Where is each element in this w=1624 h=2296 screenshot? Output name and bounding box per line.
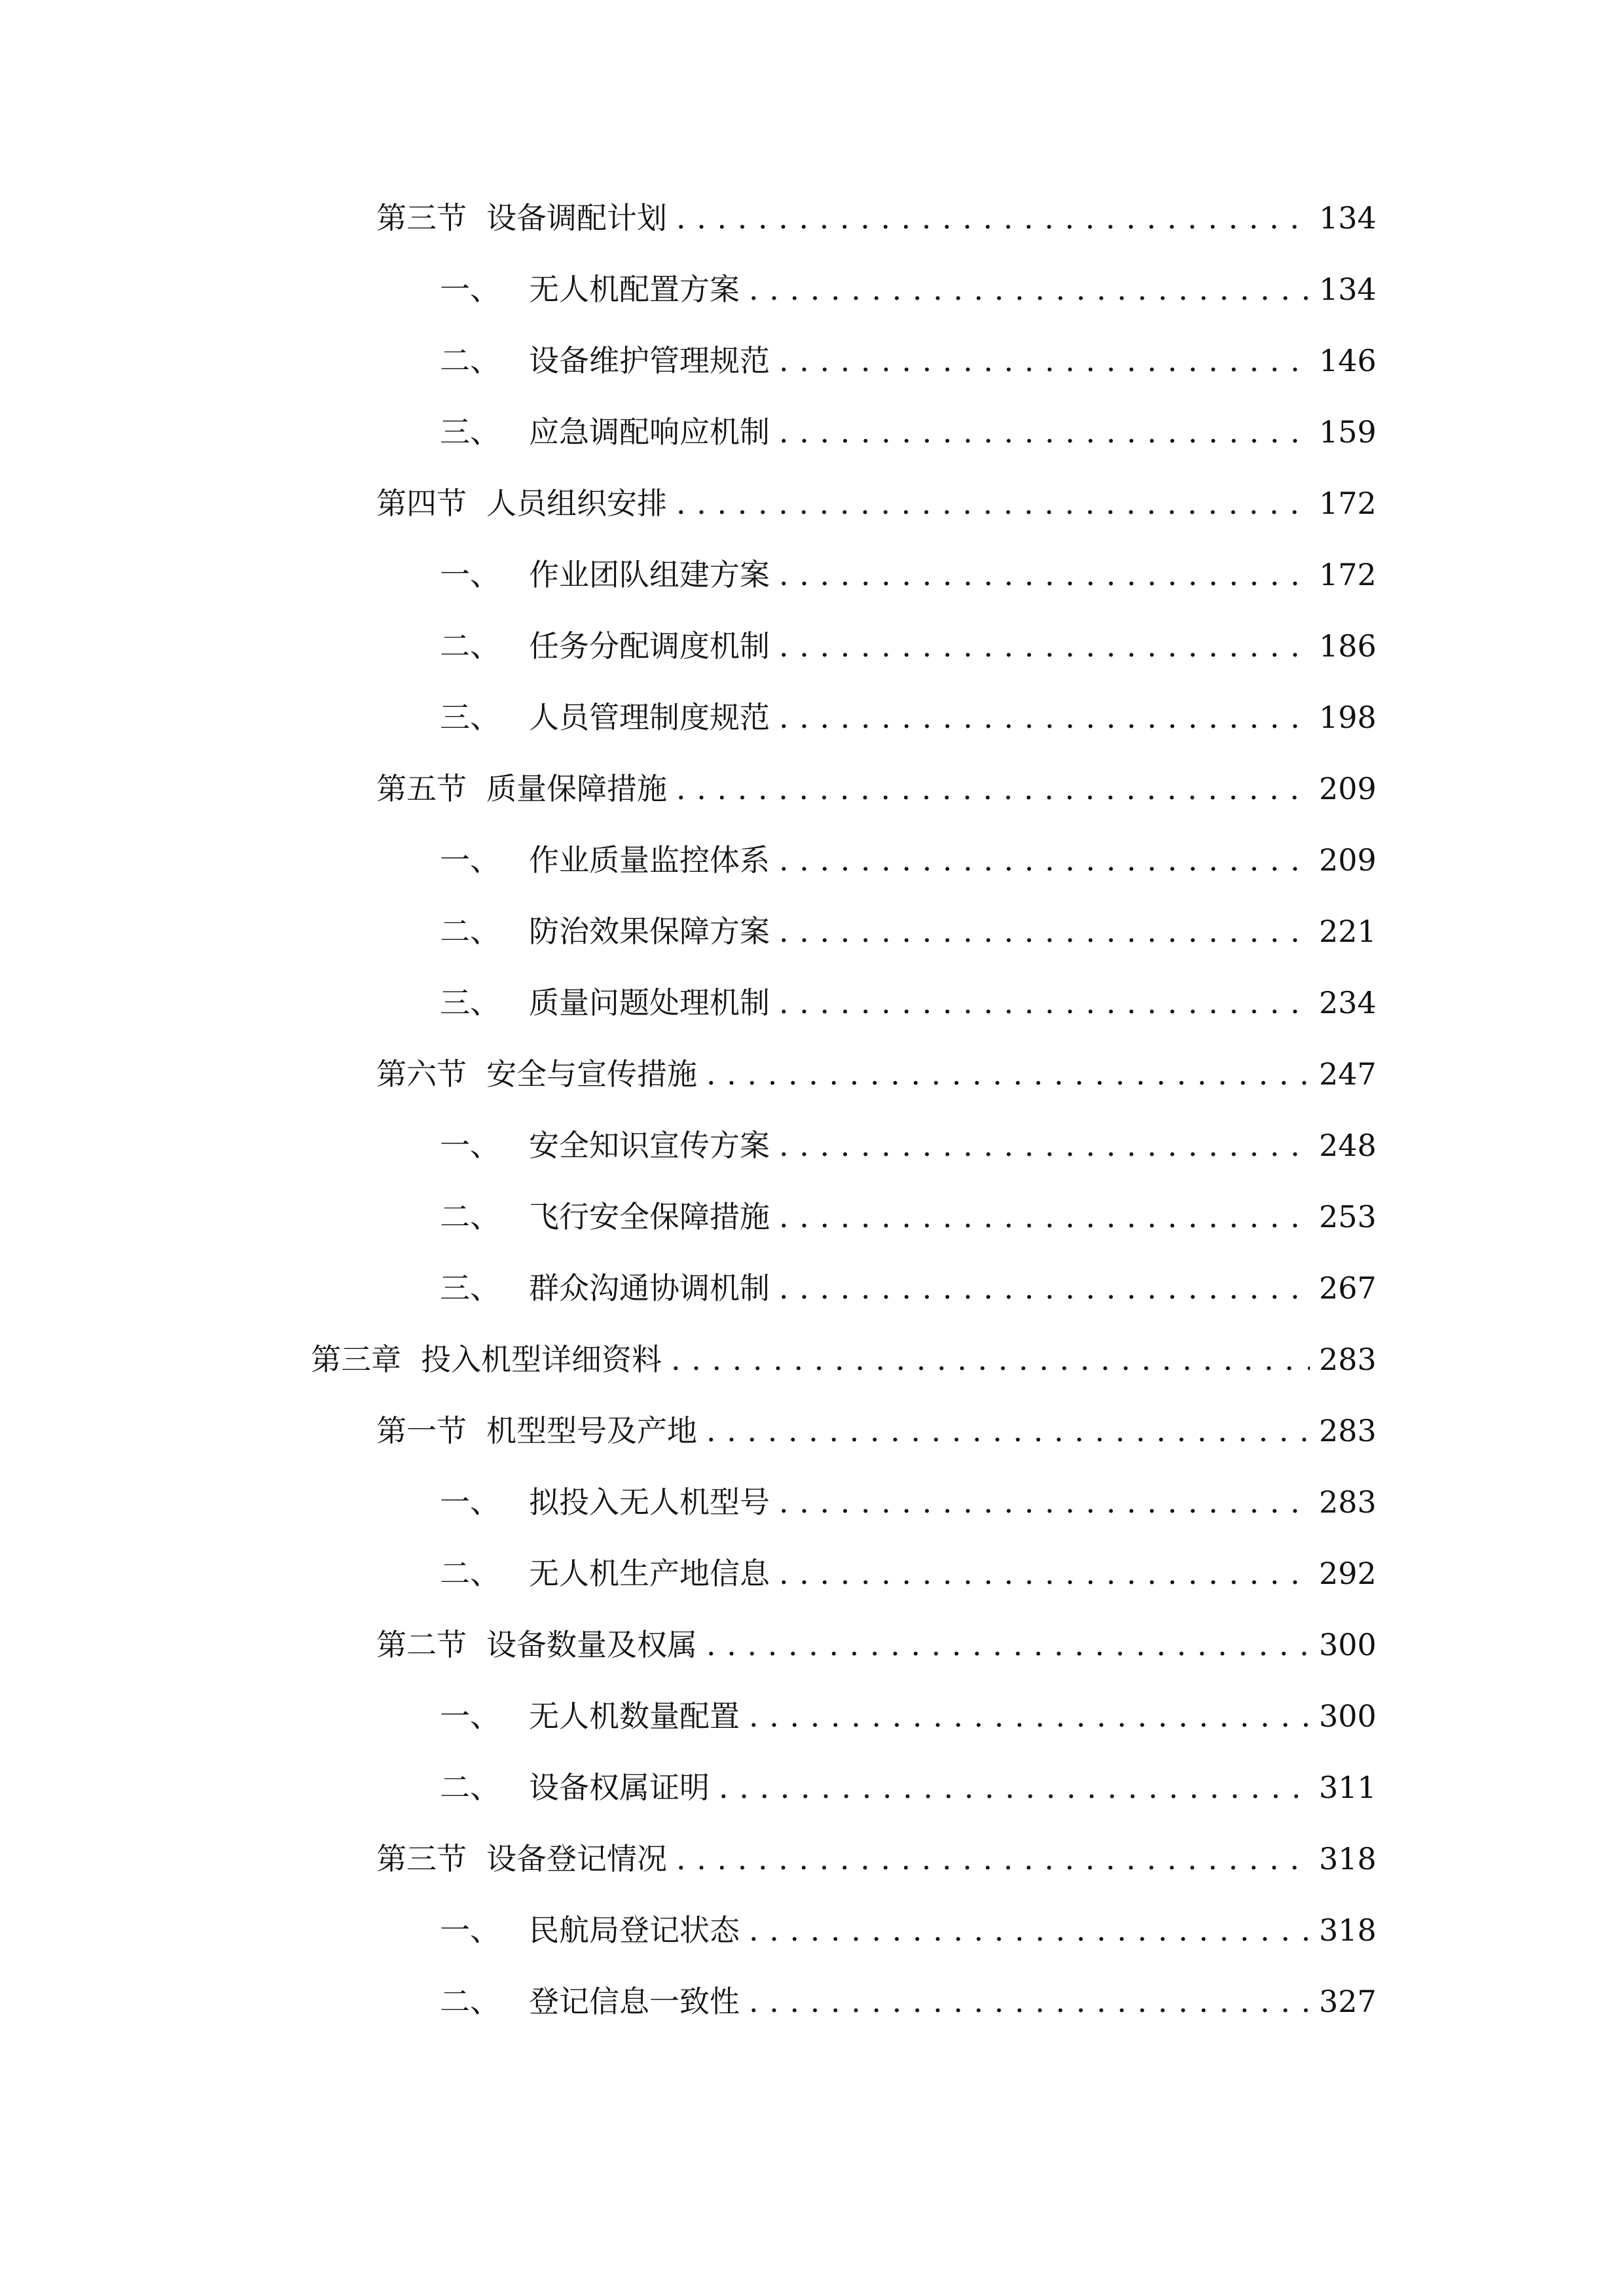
toc-entry-page: 253 — [1319, 1199, 1377, 1234]
toc-dot-leader — [719, 1761, 1310, 1814]
toc-entry[interactable] — [440, 691, 1377, 744]
toc-dot-leader — [676, 477, 1310, 529]
toc-entry-page: 247 — [1319, 1056, 1377, 1092]
toc-entry-page: 318 — [1319, 1841, 1377, 1876]
toc-entry-page: 300 — [1319, 1627, 1377, 1662]
toc-entry[interactable] — [440, 620, 1377, 672]
toc-entry-number: 二、 — [440, 343, 500, 378]
toc-dot-leader — [779, 691, 1310, 744]
toc-entry[interactable] — [376, 762, 1377, 815]
toc-entry-title: 无人机生产地信息 — [529, 1556, 770, 1591]
toc-entry-number: 二、 — [440, 914, 500, 949]
toc-dot-leader — [779, 905, 1310, 958]
toc-entry-number: 三、 — [440, 985, 500, 1020]
toc-entry[interactable] — [440, 263, 1377, 315]
toc-entry-title: 防治效果保障方案 — [529, 914, 770, 949]
toc-entry-number: 第一节 — [376, 1413, 467, 1448]
toc-entry[interactable] — [440, 1761, 1377, 1814]
toc-entry-title: 任务分配调度机制 — [529, 628, 770, 664]
toc-entry-title: 安全知识宣传方案 — [529, 1128, 770, 1163]
toc-entry[interactable] — [376, 1405, 1377, 1457]
toc-entry[interactable] — [440, 1975, 1377, 2028]
toc-dot-leader — [779, 834, 1310, 886]
toc-entry[interactable] — [440, 1262, 1377, 1314]
toc-entry[interactable] — [440, 1547, 1377, 1600]
toc-entry-title: 无人机数量配置 — [529, 1698, 740, 1734]
toc-entry-number: 一、 — [440, 557, 500, 592]
toc-entry-number: 一、 — [440, 1698, 500, 1734]
toc-dot-leader — [779, 1119, 1310, 1172]
toc-entry-title: 人员组织安排 — [486, 486, 667, 521]
toc-dot-leader — [749, 1904, 1310, 1956]
toc-entry-page: 283 — [1319, 1342, 1377, 1377]
toc-entry-page: 311 — [1319, 1770, 1377, 1805]
toc-entry-title: 人员管理制度规范 — [529, 700, 770, 735]
toc-entry[interactable] — [440, 905, 1377, 958]
toc-entry-page: 134 — [1319, 200, 1377, 236]
toc-entry-number: 三、 — [440, 1270, 500, 1306]
toc-dot-leader — [749, 1690, 1310, 1742]
toc-entry-number: 第五节 — [376, 771, 467, 806]
toc-entry[interactable] — [376, 192, 1377, 244]
toc-entry-page: 292 — [1319, 1556, 1377, 1591]
toc-entry-title: 安全与宣传措施 — [486, 1056, 697, 1092]
toc-dot-leader — [749, 263, 1310, 315]
toc-entry-page: 283 — [1319, 1484, 1377, 1520]
toc-entry-page: 234 — [1319, 985, 1377, 1020]
toc-entry-page: 209 — [1319, 842, 1377, 878]
toc-entry[interactable] — [440, 334, 1377, 387]
toc-entry[interactable] — [440, 1904, 1377, 1956]
toc-dot-leader — [706, 1405, 1310, 1457]
toc-entry-page: 283 — [1319, 1413, 1377, 1448]
toc-dot-leader — [706, 1048, 1310, 1100]
toc-entry-number: 第六节 — [376, 1056, 467, 1092]
toc-entry-number: 第四节 — [376, 486, 467, 521]
toc-entry-number: 二、 — [440, 1984, 500, 2019]
toc-entry-page: 159 — [1319, 414, 1377, 450]
toc-entry-number: 第三节 — [376, 1841, 467, 1876]
toc-entry-page: 267 — [1319, 1270, 1377, 1306]
toc-dot-leader — [779, 1547, 1310, 1600]
toc-entry[interactable] — [440, 1690, 1377, 1742]
toc-entry-title: 质量问题处理机制 — [529, 985, 770, 1020]
toc-entry[interactable] — [376, 1833, 1377, 1885]
toc-entry-title: 登记信息一致性 — [529, 1984, 740, 2019]
toc-entry[interactable] — [311, 1333, 1377, 1386]
toc-entry-title: 拟投入无人机型号 — [529, 1484, 770, 1520]
toc-entry-title: 应急调配响应机制 — [529, 414, 770, 450]
toc-dot-leader — [671, 1333, 1310, 1386]
toc-entry-title: 设备数量及权属 — [486, 1627, 697, 1662]
toc-entry-page: 172 — [1319, 486, 1377, 521]
toc-entry[interactable] — [440, 1119, 1377, 1172]
toc-entry-title: 设备登记情况 — [486, 1841, 667, 1876]
toc-entry-number: 二、 — [440, 628, 500, 664]
toc-entry-number: 一、 — [440, 272, 500, 307]
toc-dot-leader — [779, 1191, 1310, 1243]
toc-dot-leader — [779, 334, 1310, 387]
toc-entry-page: 186 — [1319, 628, 1377, 664]
toc-dot-leader — [749, 1975, 1310, 2028]
toc-entry-title: 设备调配计划 — [486, 200, 667, 236]
toc-entry-number: 二、 — [440, 1556, 500, 1591]
toc-dot-leader — [676, 192, 1310, 244]
toc-dot-leader — [779, 548, 1310, 601]
toc-entry-page: 221 — [1319, 914, 1377, 949]
toc-entry[interactable] — [440, 1191, 1377, 1243]
toc-entry-title: 群众沟通协调机制 — [529, 1270, 770, 1306]
toc-dot-leader — [706, 1619, 1310, 1671]
toc-entry-title: 设备维护管理规范 — [529, 343, 770, 378]
toc-dot-leader — [779, 620, 1310, 672]
toc-entry-number: 三、 — [440, 414, 500, 450]
toc-entry-number: 第三节 — [376, 200, 467, 236]
toc-entry-title: 设备权属证明 — [529, 1770, 710, 1805]
toc-entry-page: 134 — [1319, 272, 1377, 307]
toc-dot-leader — [779, 1476, 1310, 1528]
toc-entry-title: 作业团队组建方案 — [529, 557, 770, 592]
toc-entry-page: 318 — [1319, 1912, 1377, 1948]
toc-entry-title: 无人机配置方案 — [529, 272, 740, 307]
toc-entry[interactable] — [440, 834, 1377, 886]
toc-entry[interactable] — [376, 1048, 1377, 1100]
toc-entry[interactable] — [376, 1619, 1377, 1671]
toc-entry[interactable] — [376, 477, 1377, 529]
toc-entry-number: 一、 — [440, 842, 500, 878]
toc-dot-leader — [779, 406, 1310, 458]
toc-entry-number: 第三章 — [311, 1342, 401, 1377]
toc-entry-title: 飞行安全保障措施 — [529, 1199, 770, 1234]
toc-entry-page: 172 — [1319, 557, 1377, 592]
toc-entry-number: 一、 — [440, 1128, 500, 1163]
toc-dot-leader — [779, 977, 1310, 1029]
toc-entry-page: 300 — [1319, 1698, 1377, 1734]
toc-dot-leader — [676, 1833, 1310, 1885]
toc-entry[interactable] — [440, 548, 1377, 601]
toc-entry-number: 三、 — [440, 700, 500, 735]
toc-entry[interactable] — [440, 977, 1377, 1029]
toc-entry-number: 二、 — [440, 1770, 500, 1805]
toc-dot-leader — [676, 762, 1310, 815]
toc-entry-title: 民航局登记状态 — [529, 1912, 740, 1948]
toc-entry-page: 146 — [1319, 343, 1377, 378]
toc-entry-page: 248 — [1319, 1128, 1377, 1163]
toc-entry-title: 作业质量监控体系 — [529, 842, 770, 878]
toc-entry-number: 一、 — [440, 1912, 500, 1948]
toc-entry[interactable] — [440, 406, 1377, 458]
toc-entry-page: 198 — [1319, 700, 1377, 735]
toc-entry-number: 二、 — [440, 1199, 500, 1234]
toc-entry-title: 投入机型详细资料 — [421, 1342, 662, 1377]
toc-dot-leader — [779, 1262, 1310, 1314]
toc-entry-number: 第二节 — [376, 1627, 467, 1662]
toc-entry-title: 机型型号及产地 — [486, 1413, 697, 1448]
toc-entry-number: 一、 — [440, 1484, 500, 1520]
toc-entry-title: 质量保障措施 — [486, 771, 667, 806]
toc-entry-page: 327 — [1319, 1984, 1377, 2019]
toc-entry[interactable] — [440, 1476, 1377, 1528]
toc-entry-page: 209 — [1319, 771, 1377, 806]
